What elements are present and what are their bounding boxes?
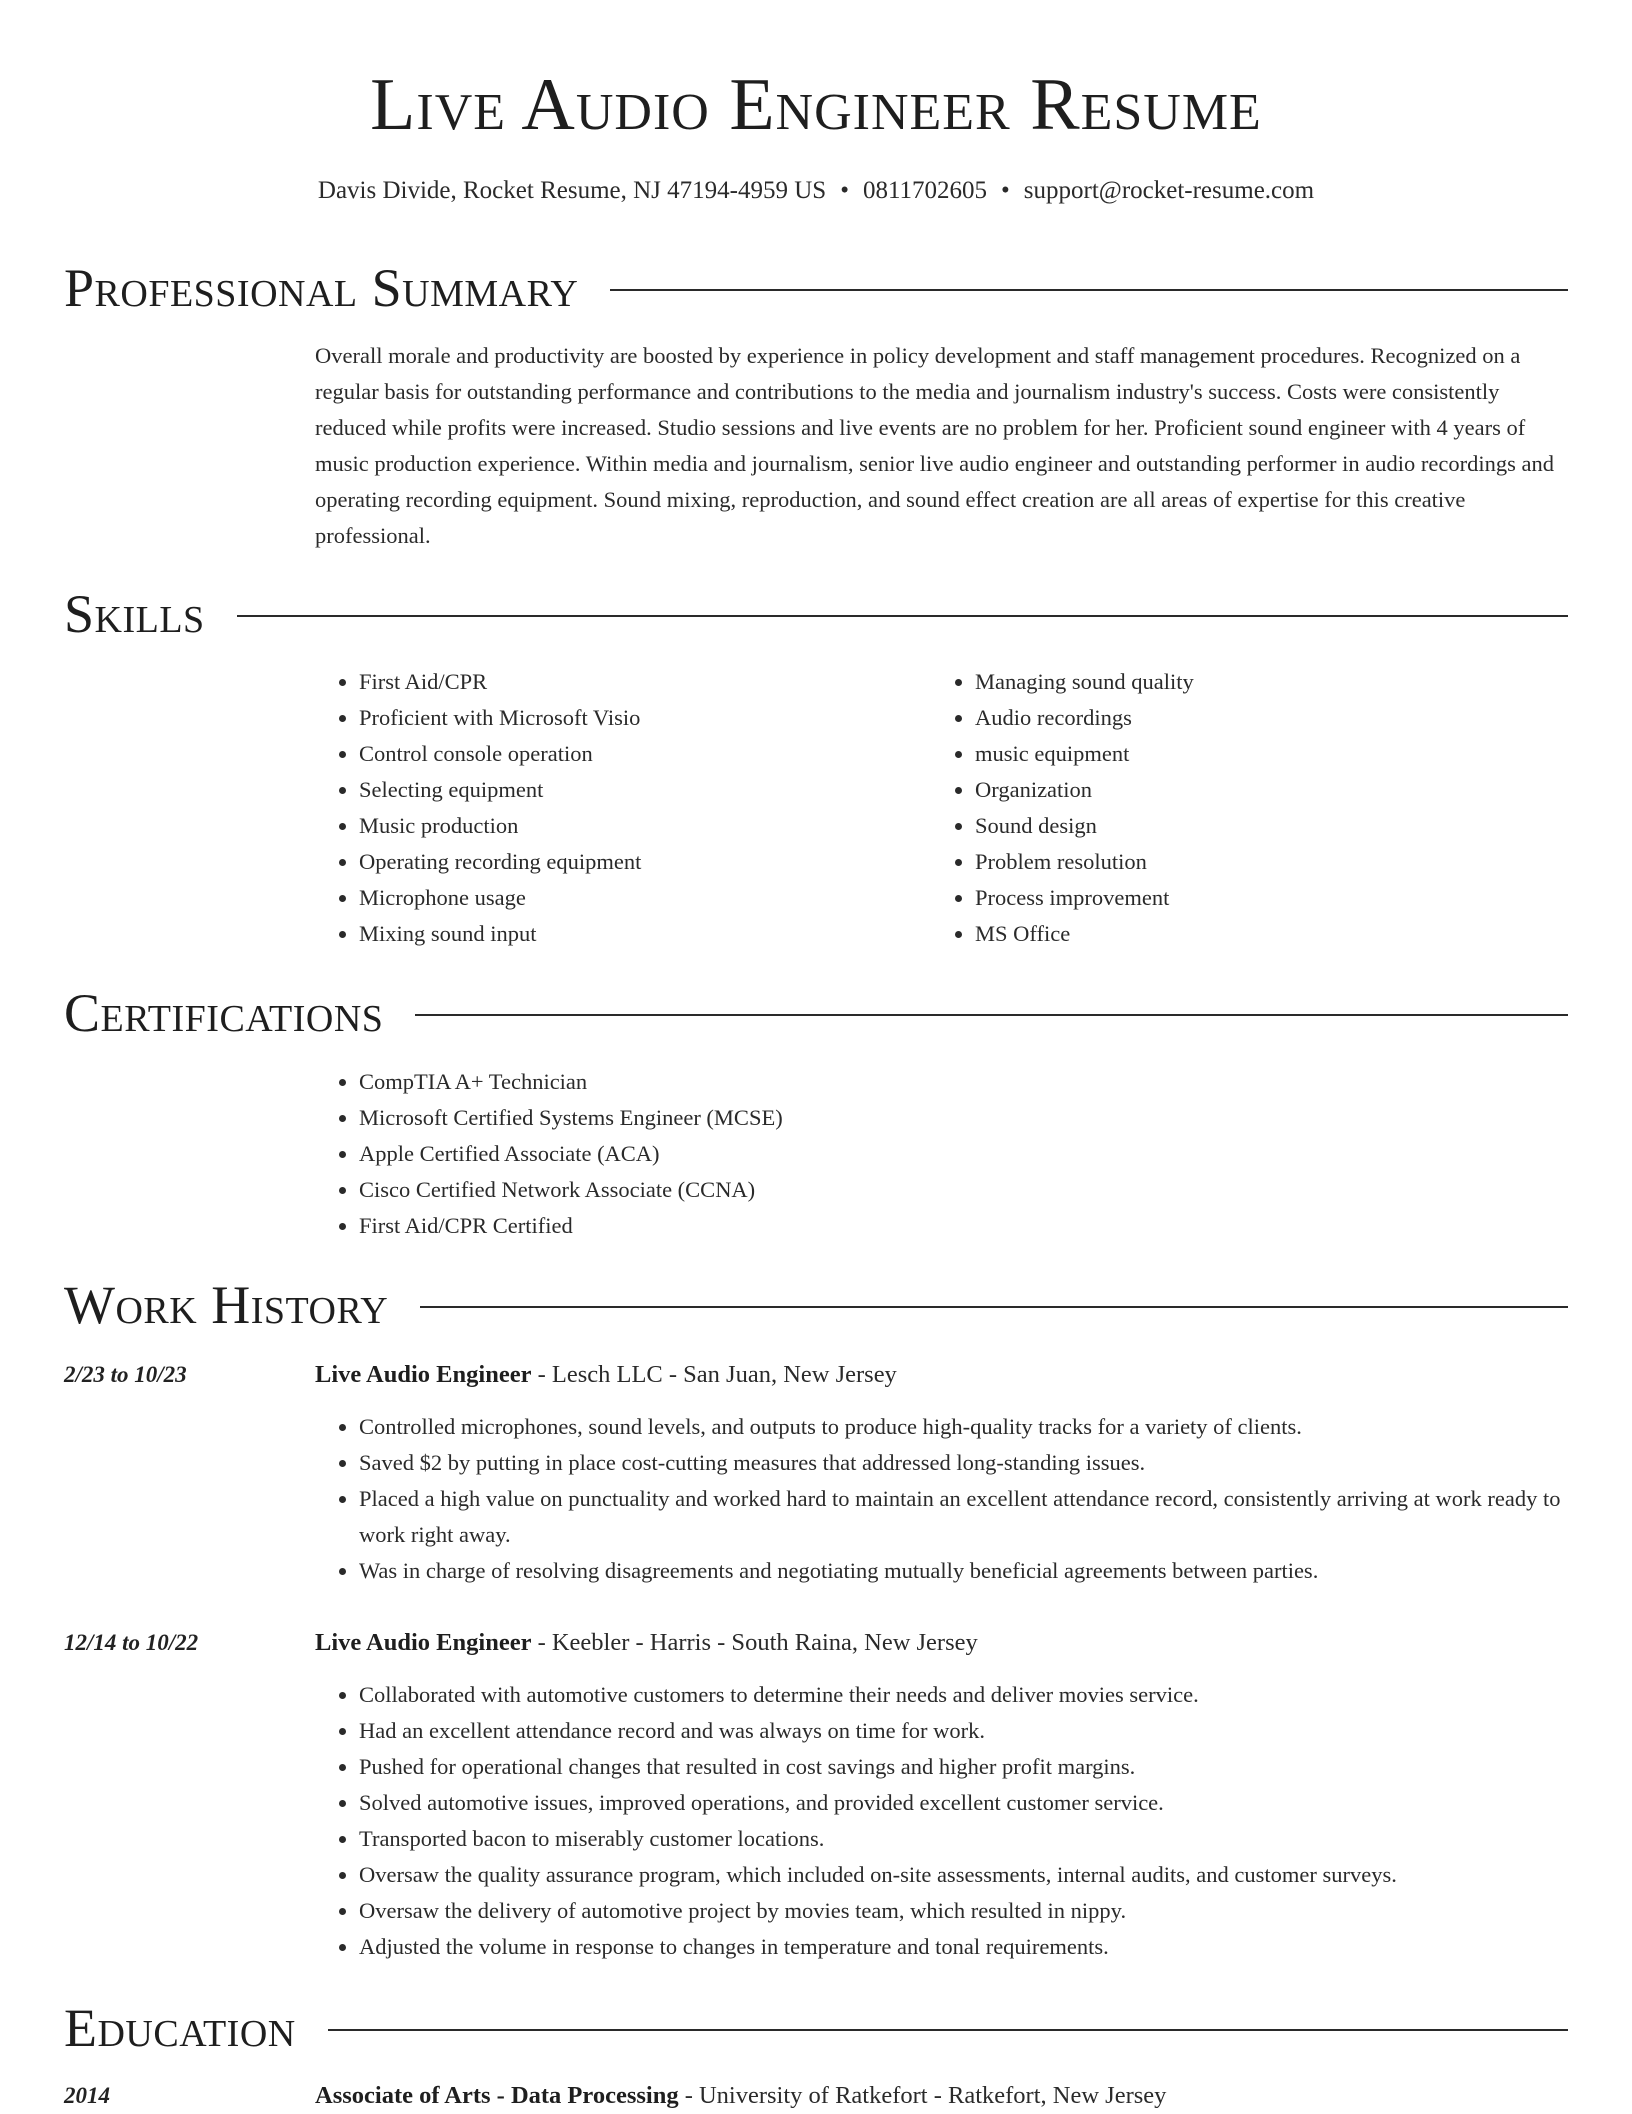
work-history-heading: Work History <box>64 1275 389 1335</box>
skill-item: • MS Office <box>975 916 1491 952</box>
certifications-list <box>315 1064 1215 1244</box>
skills-column-right <box>931 664 1491 952</box>
job-bullet: • Had an excellent attendance record and was always on time for work. <box>359 1713 1575 1749</box>
job-bullet: • Oversaw the delivery of automotive project by movies team, which resulted in nippy. <box>359 1893 1575 1929</box>
job-bullet: • Transported bacon to miserably customer locations. <box>359 1821 1575 1857</box>
section-divider <box>415 1014 1568 1016</box>
contact-separator: • <box>840 177 849 204</box>
certification-item: • Microsoft Certified Systems Engineer (MCSE) <box>359 1100 1215 1136</box>
job-dates: 2/23 to 10/23 <box>64 1362 187 1387</box>
job-dates: 12/14 to 10/22 <box>64 1630 199 1655</box>
job-title-line <box>315 1357 897 1393</box>
job-title-line <box>315 1625 978 1661</box>
certifications-section-header <box>64 983 1568 1043</box>
skill-item: • Microphone usage <box>359 880 875 916</box>
skill-item: • Proficient with Microsoft Visio <box>359 700 875 736</box>
section-divider <box>420 1306 1568 1308</box>
skill-item: • Managing sound quality <box>975 664 1491 700</box>
skill-item: • Selecting equipment <box>359 772 875 808</box>
contact-email[interactable]: support@rocket-resume.com <box>1023 177 1315 204</box>
contact-phone: 0811702605 <box>862 177 988 204</box>
skill-item: • Operating recording equipment <box>359 844 875 880</box>
education-details: - University of Ratkefort - Ratkefort, New Jersey <box>678 2082 1167 2109</box>
job-bullet: • Solved automotive issues, improved operations, and provided excellent customer service. <box>359 1785 1575 1821</box>
skill-item: • Control console operation <box>359 736 875 772</box>
certification-item: • CompTIA A+ Technician <box>359 1064 1215 1100</box>
contact-line <box>0 174 1632 208</box>
certifications-heading: Certifications <box>64 983 384 1043</box>
job-bullets <box>315 1677 1575 1965</box>
skill-item: • First Aid/CPR <box>359 664 875 700</box>
education-section-header <box>64 1998 1568 2058</box>
summary-heading: Professional Summary <box>64 258 579 318</box>
job-role: Live Audio Engineer <box>315 1361 532 1388</box>
job-bullet: • Oversaw the quality assurance program, which included on-site assessments, internal audits, and customer surveys. <box>359 1857 1575 1893</box>
skill-item: • music equipment <box>975 736 1491 772</box>
work-history-section-header <box>64 1275 1568 1335</box>
job-role: Live Audio Engineer <box>315 1629 532 1656</box>
job-bullet: • Collaborated with automotive customers to determine their needs and deliver movies service. <box>359 1677 1575 1713</box>
job-bullet: • Adjusted the volume in response to changes in temperature and tonal requirements. <box>359 1929 1575 1965</box>
skills-heading: Skills <box>64 584 205 644</box>
education-title-line <box>315 2078 1166 2114</box>
skill-item: • Sound design <box>975 808 1491 844</box>
summary-section-header <box>64 258 1568 318</box>
skill-item: • Music production <box>359 808 875 844</box>
education-year: 2014 <box>64 2083 110 2108</box>
contact-address: Davis Divide, Rocket Resume, NJ 47194-4959 US <box>317 177 827 204</box>
job-bullets <box>315 1409 1575 1589</box>
skill-item: • Process improvement <box>975 880 1491 916</box>
job-bullet: • Placed a high value on punctuality and worked hard to maintain an excellent attendance record, consistently arriving at work ready to work right away. <box>359 1481 1575 1553</box>
section-divider <box>237 615 1568 617</box>
section-divider <box>610 289 1568 291</box>
summary-text: Overall morale and productivity are boosted by experience in policy development and staff management procedures. Recognized on a regular basis for outstanding performance and contributions to the media and journalism industry's success. Costs were consistently reduced while profits were increased. Studio sessions and live events are no problem for her. Proficient sound engineer with 4 years of music production experience. Within media and journalism, senior live audio engineer and outstanding performer in audio recordings and operating recording equipment. Sound mixing, reproduction, and sound effect creation are all areas of expertise for this creative professional. <box>315 343 1554 548</box>
job-details: - Lesch LLC - San Juan, New Jersey <box>531 1361 897 1388</box>
skills-column-left <box>315 664 875 952</box>
job-bullet: • Pushed for operational changes that resulted in cost savings and higher profit margins. <box>359 1749 1575 1785</box>
skill-item: • Organization <box>975 772 1491 808</box>
skill-item: • Audio recordings <box>975 700 1491 736</box>
education-heading: Education <box>64 1998 296 2058</box>
education-degree: Associate of Arts - Data Processing <box>315 2082 679 2109</box>
skill-item: • Mixing sound input <box>359 916 875 952</box>
job-details: - Keebler - Harris - South Raina, New Jersey <box>531 1629 978 1656</box>
certification-item: • Cisco Certified Network Associate (CCNA) <box>359 1172 1215 1208</box>
certification-item: • First Aid/CPR Certified <box>359 1208 1215 1244</box>
resume-title: Live Audio Engineer Resume <box>370 64 1262 146</box>
skills-section-header <box>64 584 1568 644</box>
skill-item: • Problem resolution <box>975 844 1491 880</box>
job-bullet: • Controlled microphones, sound levels, and outputs to produce high-quality tracks for a variety of clients. <box>359 1409 1575 1445</box>
job-bullet: • Saved $2 by putting in place cost-cutting measures that addressed long-standing issues. <box>359 1445 1575 1481</box>
job-bullet: • Was in charge of resolving disagreements and negotiating mutually beneficial agreements between parties. <box>359 1553 1575 1589</box>
certification-item: • Apple Certified Associate (ACA) <box>359 1136 1215 1172</box>
contact-separator: • <box>1001 177 1010 204</box>
section-divider <box>328 2029 1568 2031</box>
